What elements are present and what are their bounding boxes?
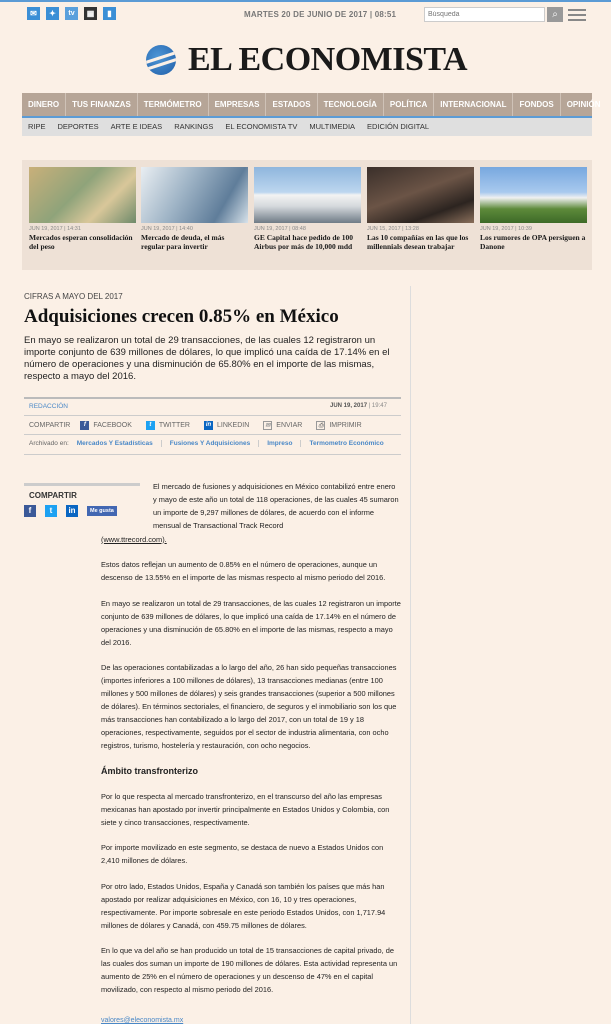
subnav-item-rankings[interactable]: RANKINGS	[174, 122, 214, 131]
nav-item-estados[interactable]: ESTADOS	[266, 93, 317, 116]
twitter-share-button[interactable]	[146, 421, 190, 430]
facebook-icon[interactable]: f	[24, 505, 36, 517]
article-time: | 19:47	[368, 403, 387, 409]
sidebar-share-label: COMPARTIR	[29, 491, 77, 500]
article-kicker: CIFRAS A MAYO DEL 2017	[24, 292, 123, 301]
tag-link[interactable]: Termometro Económico	[309, 440, 384, 447]
article-body	[101, 480, 401, 1009]
article-date	[330, 403, 387, 409]
nav-item-politica[interactable]: POLÍTICA	[384, 93, 434, 116]
graduates-thumbnail[interactable]	[367, 167, 474, 223]
secondary-nav	[22, 118, 592, 136]
paragraph	[101, 533, 401, 546]
carousel-card[interactable]	[480, 167, 587, 251]
column-divider	[410, 286, 411, 1024]
card-date: JUN 19, 2017 | 14:40	[141, 226, 193, 232]
paragraph: De las operaciones contabilizadas a lo largo del año, 26 han sido pequeñas transacciones (importes inferiores a 100 millones de dólares), 13 transacciones medianas (entre 100 millones y 500 millones de dólares) y seis grandes transacciones (superior a 500 millones de dólares). En términos sectoriales, el financiero, de seguros y el inmobiliario son los que más transacciones han contabilizado a lo largo del 2017, con un total de 19 y 18 operaciones, respectivamente, seguidos por el sector de industria alimentaria, con ocho registros, turismo, hostelería y restauración, con ocho negocios.	[101, 663, 397, 750]
nav-item-termometro[interactable]: TERMÓMETRO	[138, 93, 209, 116]
card-date: JUN 19, 2017 | 10:39	[480, 226, 532, 232]
search-icon[interactable]: ⌕	[547, 7, 563, 22]
tv-icon[interactable]: tv	[65, 7, 78, 20]
nav-item-opinion[interactable]: OPINIÓN	[566, 100, 601, 109]
linkedin-icon: in	[205, 422, 212, 428]
carousel-card[interactable]	[141, 167, 248, 251]
top-bar	[0, 3, 611, 27]
author-email-link[interactable]: valores@eleconomista.mx	[101, 1017, 184, 1024]
card-title[interactable]: Las 10 compañías en las que los millennials desean trabajar	[367, 233, 469, 251]
card-date: JUN 19, 2017 | 14:31	[29, 226, 81, 232]
nav-item-fondos[interactable]: FONDOS	[513, 93, 560, 116]
divider	[24, 415, 401, 416]
current-date: MARTES 20 DE JUNIO DE 2017 | 08:51	[244, 10, 397, 19]
building-thumbnail[interactable]	[480, 167, 587, 223]
linkedin-share-button[interactable]	[204, 421, 249, 430]
facebook-icon: f	[80, 421, 89, 430]
linkedin-icon[interactable]: in	[66, 505, 78, 517]
linkedin-label: LINKEDIN	[216, 422, 250, 429]
site-logo[interactable]	[146, 40, 467, 80]
facebook-label: FACEBOOK	[93, 422, 132, 429]
archived-tags	[29, 440, 392, 447]
carousel-card[interactable]	[367, 167, 474, 251]
calculator-thumbnail[interactable]	[141, 167, 248, 223]
paragraph-text: El mercado de fusiones y adquisiciones en México contabilizó entre enero y mayo de este año un total de 118 operaciones, de las cuales 45 sumaron un importe de 9,297 millones de dólares, de acuerdo con el informe mensual de Transactional Track Record	[153, 482, 399, 530]
nav-item-tus-finanzas[interactable]: TUS FINANZAS	[66, 93, 138, 116]
paragraph: En mayo se realizaron un total de 29 transacciones, de las cuales 12 registraron un importe conjunto de 639 millones de dólares, lo que implicó una caída de 17.14% en el número de operaciones y una disminución de 65.80% en el importe de las mismas, respecto a mayo del 2016.	[101, 598, 401, 647]
subnav-item-deportes[interactable]: DEPORTES	[57, 122, 99, 131]
social-icons	[27, 7, 116, 20]
paragraph: En lo que va del año se han producido un total de 15 transacciones de capital privado, de las cuales dos suman un importe de 190 millones de dólares. Esta actividad representa un aumento de 25% en el número de operaciones y un descenso de 47% en el capital movilizado, con respecto al mismo periodo del 2016.	[101, 946, 398, 994]
twitter-label: TWITTER	[158, 422, 190, 429]
tag-link[interactable]: Mercados Y Estadísticas	[77, 440, 162, 447]
search-input[interactable]	[424, 7, 545, 22]
top-accent-line	[0, 0, 611, 2]
subnav-item-arte-e-ideas[interactable]: ARTE E IDEAS	[110, 122, 163, 131]
shop-icon[interactable]: ▦	[84, 7, 97, 20]
menu-icon[interactable]	[568, 9, 586, 21]
like-button[interactable]: Me gusta	[87, 506, 117, 516]
article-lead: En mayo se realizaron un total de 29 transacciones, de las cuales 12 registraron un importe conjunto de 639 millones de dólares, lo que implicó una caída de 17.14% en el número de operaciones y una disminución de 65.80% en el importe de las mismas, respecto a mayo del 2016.	[24, 335, 390, 382]
card-title[interactable]: Los rumores de OPA persiguen a Danone	[480, 233, 586, 251]
divider	[24, 397, 401, 399]
share-toolbar	[29, 421, 376, 430]
logo-text: EL ECONOMISTA	[188, 41, 468, 78]
bookmark-icon[interactable]: ▮	[103, 7, 116, 20]
divider	[24, 454, 401, 455]
envelope-icon: ✉	[265, 423, 271, 429]
nav-item-empresas[interactable]: EMPRESAS	[209, 93, 267, 116]
card-title[interactable]: GE Capital hace pedido de 100 Airbus por más de 10,000 mdd	[254, 233, 353, 251]
article-author[interactable]: REDACCIÓN	[29, 403, 69, 410]
printer-icon: ⎙	[316, 421, 325, 430]
paragraph: Por importe movilizado en este segmento, se destaca de nuevo a Estados Unidos con 2,410 millones de dólares.	[101, 843, 384, 865]
print-button[interactable]	[316, 421, 361, 430]
email-icon[interactable]: ✉	[27, 7, 40, 20]
card-date: JUN 15, 2017 | 13:28	[367, 226, 419, 232]
nav-item-internacional[interactable]: INTERNACIONAL	[434, 93, 513, 116]
paragraph: Por lo que respecta al mercado transfronterizo, en el transcurso del año las empresas mexicanas han apostado por invertir principalmente en Estados Unidos y Colombia, con siete y cinco transacciones, respectivamente.	[101, 791, 390, 827]
divider	[24, 434, 401, 435]
card-title[interactable]: Mercado de deuda, el más regular para invertir	[141, 233, 225, 251]
airplane-thumbnail[interactable]	[254, 167, 361, 223]
twitter-icon: t	[146, 421, 155, 430]
section-subtitle: Ámbito transfronterizo	[101, 765, 199, 776]
nav-item-dinero[interactable]: DINERO	[22, 93, 66, 116]
subnav-item-edicion-digital[interactable]: EDICIÓN DIGITAL	[367, 122, 429, 131]
facebook-share-button[interactable]	[80, 421, 132, 430]
nav-item-tecnologia[interactable]: TECNOLOGÍA	[318, 93, 384, 116]
card-title[interactable]: Mercados esperan consolidación del peso	[29, 233, 133, 251]
article-date-value: JUN 19, 2017	[330, 403, 368, 409]
subnav-item-el-economista-tv[interactable]: EL ECONOMISTA TV	[225, 122, 298, 131]
subnav-item-ripe[interactable]: RIPE	[28, 122, 46, 131]
tag-link[interactable]: Fusiones Y Adquisiciones	[170, 440, 259, 447]
email-share-button[interactable]	[263, 421, 302, 430]
ttrecord-link[interactable]: (www.ttrecord.com).	[101, 534, 167, 544]
twitter-icon[interactable]: t	[45, 505, 57, 517]
globe-logo-icon	[146, 45, 176, 75]
paragraph	[153, 480, 401, 532]
email-label: ENVIAR	[276, 422, 303, 429]
paragraph: Por otro lado, Estados Unidos, España y Canadá son también los países que más han apostado por realizar adquisiciones en México, con 16, 10 y tres operaciones, respectivamente. Por importe sobresale en este periodo Estados Unidos, con 1,717.94 millones de dólares y Canadá, con 459.75 millones de dólares.	[101, 881, 386, 930]
subnav-item-multimedia[interactable]: MULTIMEDIA	[309, 122, 356, 131]
news-carousel	[22, 160, 592, 270]
print-label: IMPRIMIR	[329, 422, 362, 429]
apps-icon[interactable]: ✦	[46, 7, 59, 20]
carousel-card[interactable]	[254, 167, 361, 251]
carousel-card[interactable]	[29, 167, 136, 251]
article-title: Adquisiciones crecen 0.85% en México	[24, 306, 339, 327]
paragraph: Estos datos reflejan un aumento de 0.85% en el número de operaciones, aunque un descenso de 13.55% en el importe de las mismas respecto al mismo periodo del 2016.	[101, 560, 386, 582]
banknotes-thumbnail[interactable]	[29, 167, 136, 223]
tag-link[interactable]: Impreso	[267, 440, 301, 447]
archived-label: Archivado en:	[29, 440, 69, 447]
primary-nav	[22, 93, 601, 116]
share-label: COMPARTIR	[29, 422, 71, 429]
card-date: JUN 19, 2017 | 08:48	[254, 226, 306, 232]
